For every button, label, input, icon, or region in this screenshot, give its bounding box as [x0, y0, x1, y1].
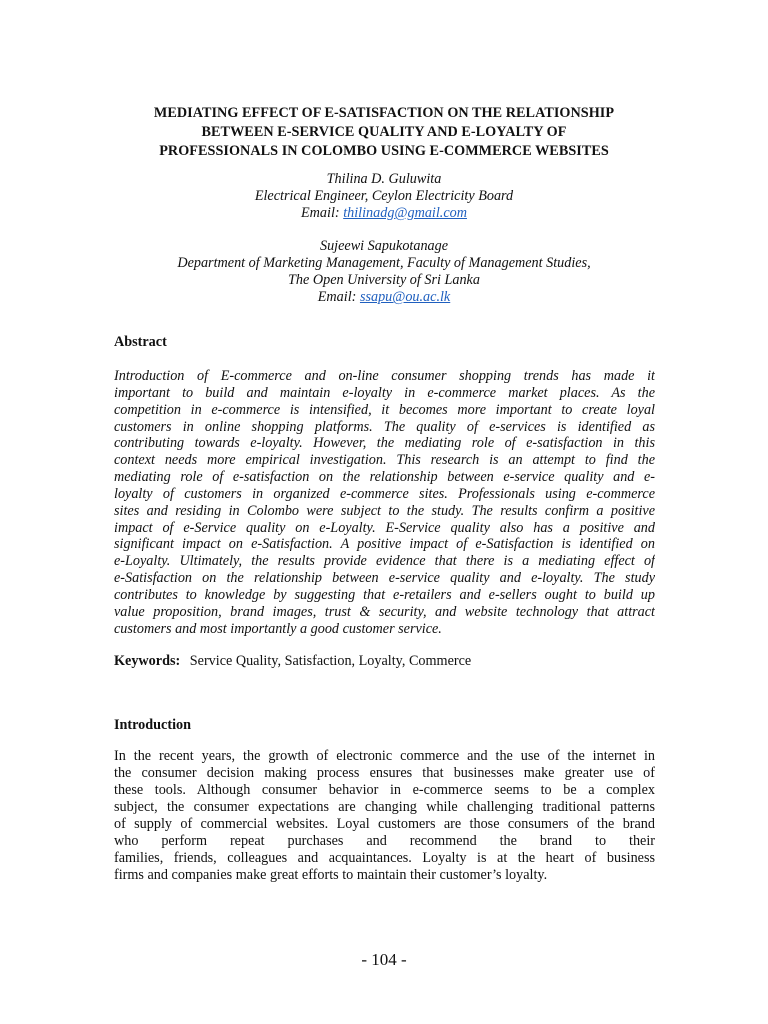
author-email-line [84, 205, 684, 222]
abstract-line: e-Satisfaction on the relationship between e-service quality and e-loyalty. The study [114, 570, 655, 587]
author-block-2 [84, 238, 684, 306]
title-line: PROFESSIONALS IN COLOMBO USING E-COMMERCE WEBSITES [159, 143, 609, 159]
keywords-text: Service Quality, Satisfaction, Loyalty, Commerce [189, 653, 472, 669]
abstract-line: context needs more empirical investigation. This research is an attempt to find the [114, 452, 655, 469]
abstract-line: customers and most importantly a good customer service. [114, 620, 442, 637]
intro-line: families, friends, colleagues and acquaintances. Loyalty is at the heart of business [114, 850, 655, 866]
introduction-body [114, 748, 655, 884]
abstract-line: Introduction of E-commerce and on-line consumer shopping trends has made it [114, 368, 655, 384]
intro-line: of supply of commercial websites. Loyal customers are those consumers of the brand [114, 816, 655, 832]
abstract-line: contributes to knowledge by suggesting that e-retailers and e-sellers ought to build up [114, 586, 655, 603]
author-affiliation: The Open University of Sri Lanka [288, 272, 480, 288]
keywords [114, 653, 471, 670]
intro-line: these tools. Although consumer behavior in e-commerce seems to be a complex [114, 782, 655, 798]
abstract-body [114, 368, 655, 638]
author-name: Thilina D. Guluwita [326, 171, 442, 187]
title-line: BETWEEN E-SERVICE QUALITY AND E-LOYALTY OF [201, 124, 567, 140]
abstract-line: value proposition, brand images, trust & security, and website technology that attract [114, 603, 655, 620]
abstract-line: impact of e-Service quality on e-Loyalty. E-Service quality also has a positive and [114, 519, 655, 536]
intro-line: In the recent years, the growth of electronic commerce and the use of the internet in [114, 748, 655, 764]
intro-line: who perform repeat purchases and recommend the brand to their [114, 833, 655, 849]
email-label: Email: [317, 289, 357, 305]
email-label: Email: [301, 205, 340, 221]
author-email-line [84, 289, 684, 306]
abstract-line: important to build and maintain e-loyalty in e-commerce market places. As the [114, 384, 655, 401]
author-name: Sujeewi Sapukotanage [319, 238, 449, 254]
author-email-link[interactable]: ssapu@ou.ac.lk [359, 289, 451, 305]
abstract-line: mediating role of e-satisfaction on the relationship between e-service quality and e- [114, 469, 655, 486]
abstract-line: loyalty of customers in organized e-commerce sites. Professionals using e-commerce [114, 485, 655, 502]
introduction-heading: Introduction [114, 717, 191, 733]
keywords-label: Keywords: [114, 653, 181, 669]
page-number: - 104 - [361, 950, 407, 969]
intro-line: firms and companies make great efforts to maintain their customer’s loyalty. [114, 867, 548, 883]
author-affiliation: Electrical Engineer, Ceylon Electricity Board [254, 188, 514, 204]
abstract-line: e-Loyalty. Ultimately, the results provide evidence that there is a mediating effect of [114, 553, 655, 570]
abstract-line: significant impact on e-Satisfaction. A positive impact of e-Satisfaction is identified on [114, 536, 655, 553]
author-email-link[interactable]: thilinadg@gmail.com [343, 205, 467, 221]
title-line: MEDIATING EFFECT OF E-SATISFACTION ON THE RELATIONSHIP [153, 105, 615, 121]
intro-line: subject, the consumer expectations are changing while challenging traditional patterns [114, 799, 655, 815]
abstract-heading: Abstract [114, 334, 167, 350]
paper-title [112, 104, 656, 161]
abstract-line: customers in online shopping platforms. The quality of e-services is identified as [114, 418, 655, 435]
abstract-line: competition in e-commerce is intensified, it becomes more important to create loyal [114, 401, 655, 418]
author-block-1 [84, 171, 684, 222]
intro-line: the consumer decision making process ensures that businesses make greater use of [114, 765, 655, 781]
author-affiliation: Department of Marketing Management, Faculty of Management Studies, [177, 255, 591, 271]
abstract-line: contributing towards e-loyalty. However, the mediating role of e-satisfaction in this [114, 435, 655, 452]
abstract-line: sites and residing in Colombo were subject to the study. The results confirm a positive [114, 502, 655, 519]
